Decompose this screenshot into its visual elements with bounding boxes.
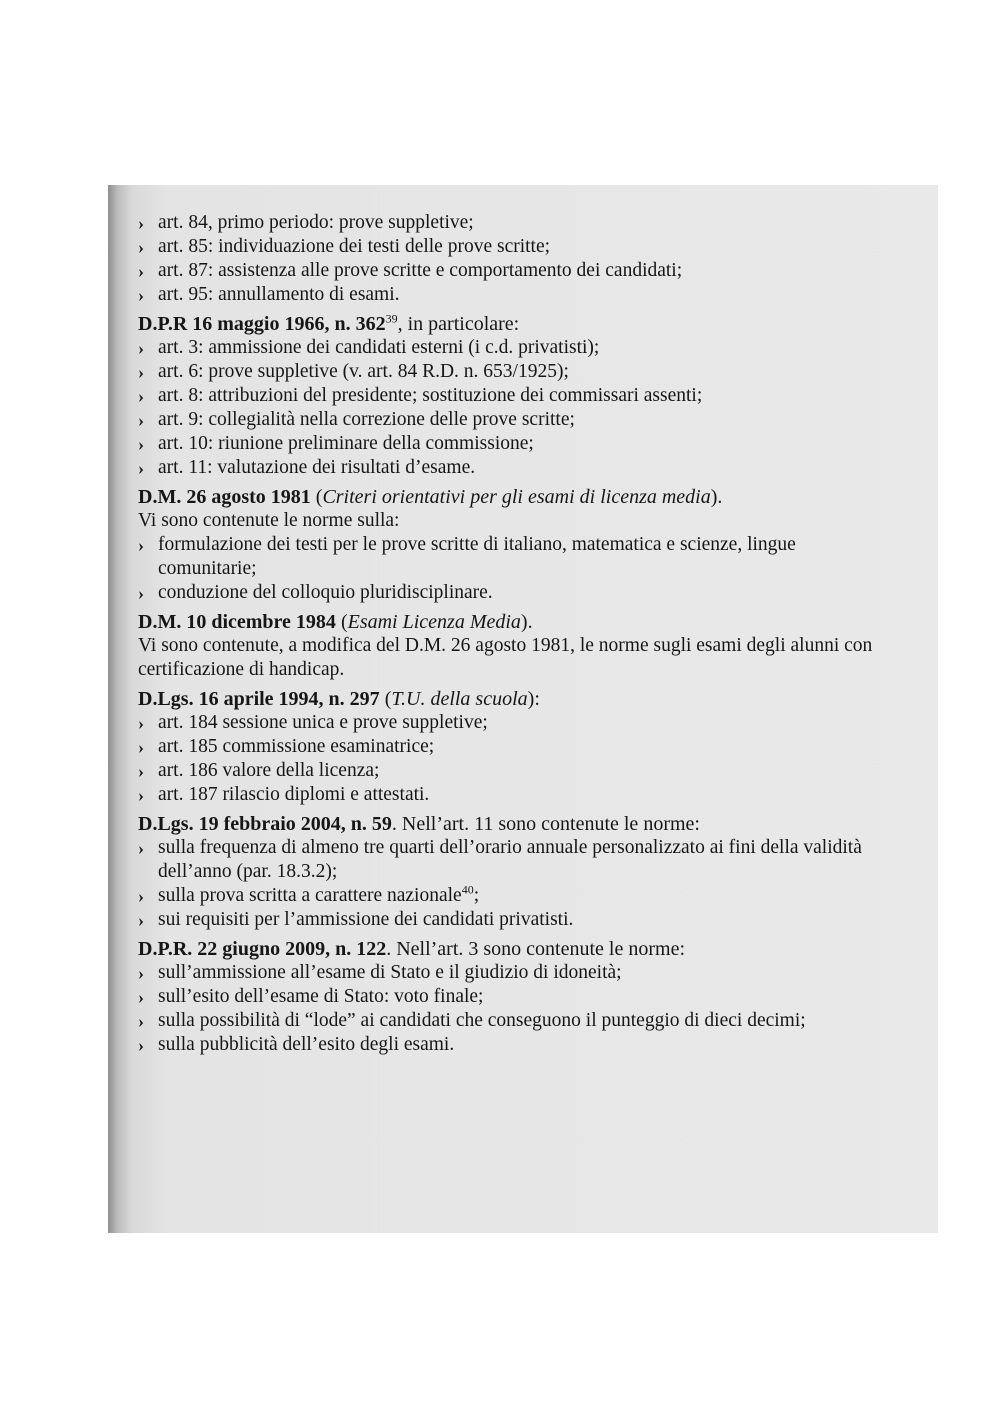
list-item: › art. 185 commissione esaminatrice; bbox=[138, 736, 435, 757]
intro-dm-1981: Vi sono contenute le norme sulla: bbox=[138, 510, 400, 531]
bullet-icon: › bbox=[138, 458, 144, 478]
heading-dm-1981: D.M. 26 agosto 1981 (Criteri orientativi per gli esami di licenza media). bbox=[138, 486, 723, 508]
bullet-icon: › bbox=[138, 987, 144, 1007]
bullet-icon: › bbox=[138, 535, 144, 555]
list-item: › formulazione dei testi per le prove scritte di italiano, matematica e scienze, lingue comunitarie; bbox=[138, 534, 796, 579]
bullet-icon: › bbox=[138, 713, 144, 733]
heading-dlgs-2004: D.Lgs. 19 febbraio 2004, n. 59. Nell’art. 11 sono contenute le norme: bbox=[138, 813, 700, 835]
list-dlgs-1994 bbox=[138, 711, 883, 807]
bullet-icon: › bbox=[138, 261, 144, 281]
bullet-icon: › bbox=[138, 838, 144, 858]
bullet-icon: › bbox=[138, 963, 144, 983]
list-item: › sulla possibilità di “lode” ai candidati che conseguono il punteggio di dieci decimi; bbox=[138, 1010, 806, 1031]
list-dpr-2009 bbox=[138, 961, 883, 1057]
list-item: › art. 8: attribuzioni del presidente; sostituzione dei commissari assenti; bbox=[138, 385, 703, 406]
bullet-icon: › bbox=[138, 362, 144, 382]
bullet-icon: › bbox=[138, 737, 144, 757]
list-item: › art. 3: ammissione dei candidati esterni (i c.d. privatisti); bbox=[138, 337, 600, 358]
bullet-icon: › bbox=[138, 910, 144, 930]
scanned-page bbox=[108, 185, 938, 1233]
list-block-1 bbox=[138, 211, 883, 307]
heading-dpr-1966: D.P.R 16 maggio 1966, n. $362^{39}$, in particolare: bbox=[138, 311, 520, 335]
bullet-icon: › bbox=[138, 761, 144, 781]
bullet-icon: › bbox=[138, 434, 144, 454]
list-item: › art. 84, primo periodo: prove suppletive; bbox=[138, 212, 474, 233]
list-item: › art. 10: riunione preliminare della commissione; bbox=[138, 433, 534, 454]
list-item: › art. 95: annullamento di esami. bbox=[138, 284, 400, 305]
list-item: › art. 85: individuazione dei testi delle prove scritte; bbox=[138, 236, 551, 257]
heading-dpr-2009: D.P.R. 22 giugno 2009, n. 122. Nell’art. 3 sono contenute le norme: bbox=[138, 938, 686, 960]
bullet-icon: › bbox=[138, 237, 144, 257]
bullet-icon: › bbox=[138, 386, 144, 406]
bullet-icon: › bbox=[138, 1011, 144, 1031]
page-content bbox=[138, 211, 883, 1057]
bullet-icon: › bbox=[138, 583, 144, 603]
list-item: › art. 187 rilascio diplomi e attestati. bbox=[138, 784, 430, 805]
heading-dlgs-1994: D.Lgs. 16 aprile 1994, n. 297 (T.U. della scuola): bbox=[138, 688, 540, 710]
list-item: › art. 186 valore della licenza; bbox=[138, 760, 380, 781]
bullet-icon: › bbox=[138, 410, 144, 430]
bullet-icon: › bbox=[138, 338, 144, 358]
heading-dm-1984: D.M. 10 dicembre 1984 (Esami Licenza Media). bbox=[138, 611, 533, 633]
list-item: › sull’ammissione all’esame di Stato e il giudizio di idoneità; bbox=[138, 962, 622, 983]
footnote-ref: 40 bbox=[461, 882, 474, 897]
list-dm-1981 bbox=[138, 533, 883, 605]
bullet-icon: › bbox=[138, 886, 144, 906]
list-item: › sulla pubblicità dell’esito degli esami. bbox=[138, 1034, 455, 1055]
para-dm-1984: Vi sono contenute, a modifica del D.M. 26 agosto 1981, le norme sugli esami degli alunni con certificazione di handicap. bbox=[138, 635, 873, 680]
bullet-icon: › bbox=[138, 285, 144, 305]
list-item: › conduzione del colloquio pluridisciplinare. bbox=[138, 582, 493, 603]
list-item: › sulla frequenza di almeno tre quarti dell’orario annuale personalizzato ai fini della validità dell’anno (par. 18.3.2); bbox=[138, 837, 862, 882]
list-item: › art. 11: valutazione dei risultati d’esame. bbox=[138, 457, 476, 478]
list-item: › art. 6: prove suppletive (v. art. 84 R.D. n. 653/1925); bbox=[138, 361, 569, 382]
list-item: › sull’esito dell’esame di Stato: voto finale; bbox=[138, 986, 484, 1007]
list-item: › art. 184 sessione unica e prove suppletive; bbox=[138, 712, 488, 733]
list-item: › art. 87: assistenza alle prove scritte e comportamento dei candidati; bbox=[138, 260, 683, 281]
list-item: › sui requisiti per l’ammissione dei candidati privatisti. bbox=[138, 909, 574, 930]
list-item: › sulla prova scritta a carattere nazionale$^{40}$; bbox=[138, 882, 480, 906]
bullet-icon: › bbox=[138, 785, 144, 805]
list-item: › art. 9: collegialità nella correzione delle prove scritte; bbox=[138, 409, 575, 430]
list-dpr-1966 bbox=[138, 336, 883, 480]
list-dlgs-2004 bbox=[138, 836, 883, 932]
bullet-icon: › bbox=[138, 213, 144, 233]
bullet-icon: › bbox=[138, 1035, 144, 1055]
footnote-ref: 39 bbox=[385, 311, 398, 326]
